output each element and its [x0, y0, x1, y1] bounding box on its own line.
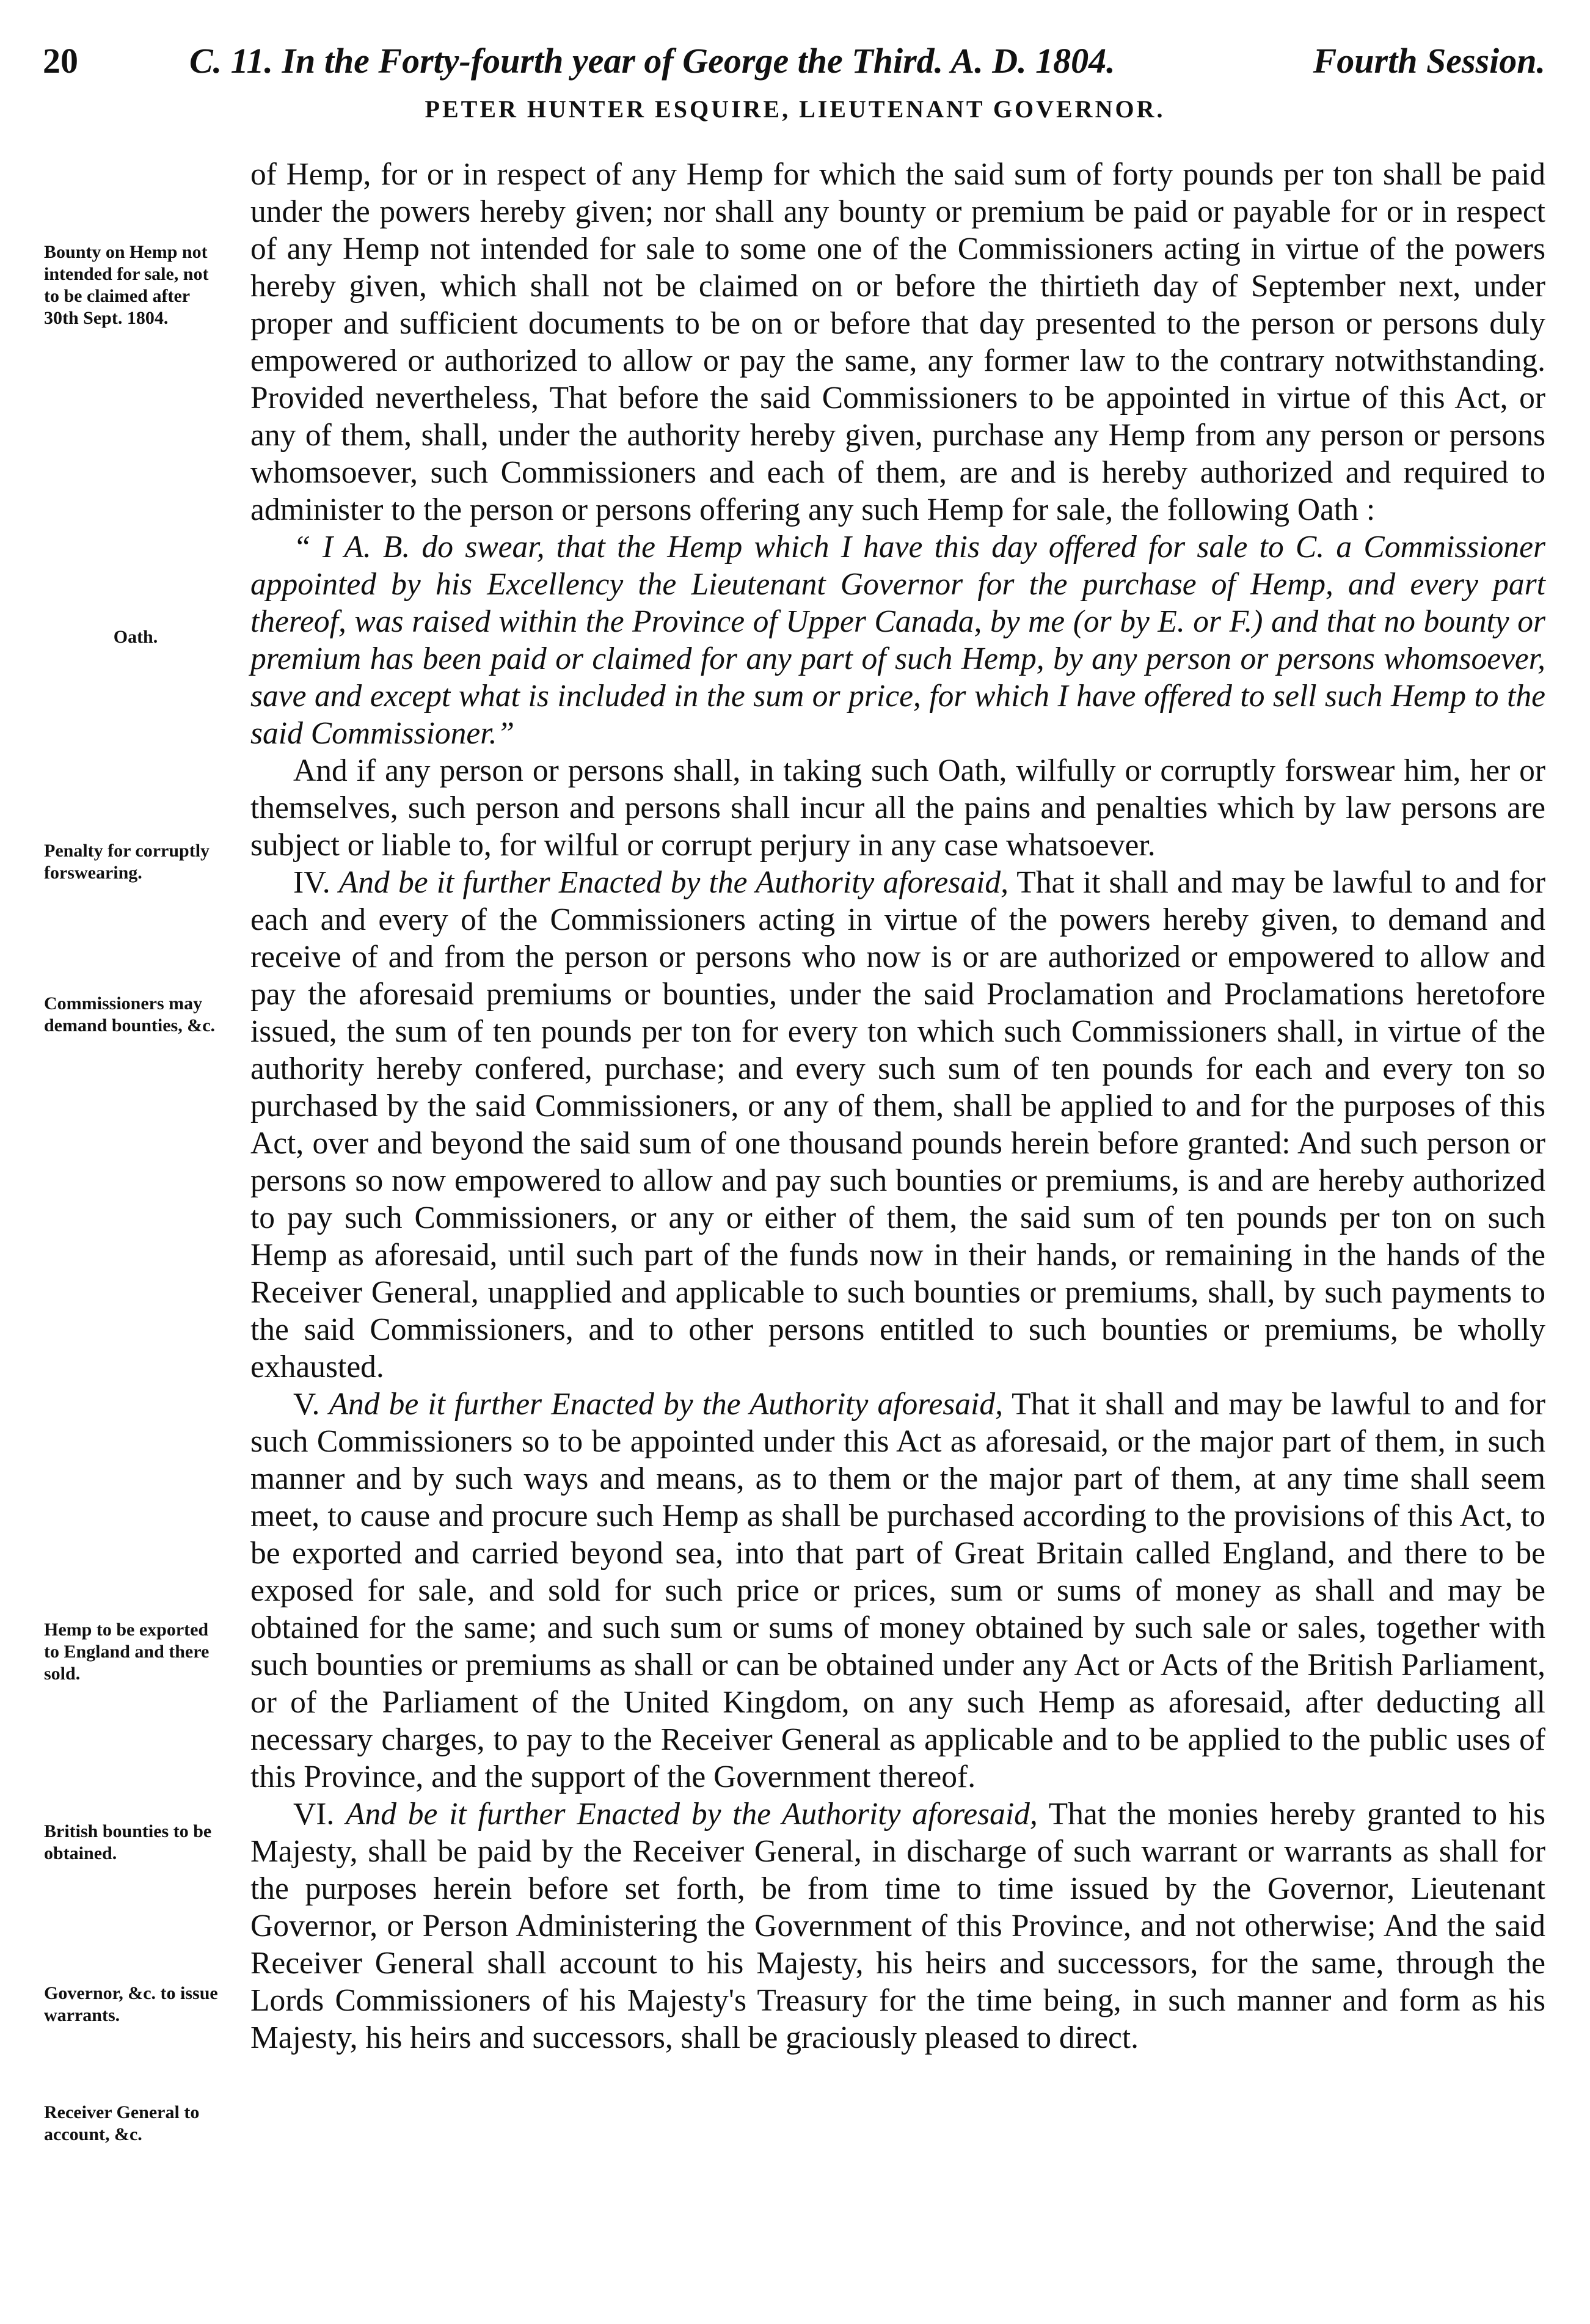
oath-text: “ I A. B. do swear, that the Hemp which I have this day offered for sale to C. a Commissioner appointed by his Excellency the Lieutenant Governor for the purchase of Hemp, and every part thereof, was raised within the Province of Upper Canada, by me (or by E. or F.) and that no bounty or premium has been paid or claimed for any part of such Hemp, by any person or persons whomsoever, save and except what is included in the sum or price, for which I have offered to sell such Hemp to the said Commissioner.”	[250, 530, 1545, 751]
chapter-heading: C. 11. In the Forty-fourth year of George the Third. A. D. 1804.	[189, 41, 1115, 81]
section-number: V.	[293, 1387, 320, 1422]
enacting-clause: And be it further Enacted by the Authority aforesaid,	[338, 865, 1008, 900]
section-text: That it shall and may be lawful to and for such Commissioners so to be appointed under this Act as aforesaid, or the major part of them, in such manner and by such ways and means, as to them or the major part of them, at any time shall seem meet, to cause and procure such Hemp as shall be purchased according to the provisions of this Act, to be exported and carried beyond sea, into that part of Great Britain called England, and there to be exposed for sale, and sold for such price or prices, sum or sums of money as shall and may be obtained for the same; and such sum or sums of money obtained by such sale or sales, together with such bounties or premiums as shall or can be obtained under any Act or Acts of the British Parliament, or of the Parliament of the United Kingdom, on any such Hemp as aforesaid, after deducting all necessary charges, to pay to the Receiver General as applicable and to be applied to the public uses of this Province, and the support of the Government thereof.	[250, 1387, 1545, 1794]
paragraph-hemp-bounty: of Hemp, for or in respect of any Hemp for which the said sum of forty pounds per ton shall be paid under the powers hereby given; nor shall any bounty or premium be paid or payable for or in respect of any Hemp not intended for sale to some one of the Commissioners acting in virtue of the powers hereby given, which shall not be claimed on or before the thirtieth day of September next, under proper and sufficient documents to be on or before that day presented to the person or persons duly empowered or authorized to allow or pay the same, any former law to the contrary notwithstanding. Provided nevertheless, That before the said Commissioners to be appointed in virtue of this Act, or any of them, shall, under the authority hereby given, purchase any Hemp from any person or persons whomsoever, such Commissioners and each of them, are and is hereby authorized and required to administer to the person or persons offering any such Hemp for sale, the following Oath :	[250, 157, 1545, 527]
margin-note-hemp-exported: Hemp to be exported to England and there sold.	[44, 1620, 210, 1684]
section-text: That it shall and may be lawful to and for each and every of the Commissioners acting in virtue of the powers hereby given, to demand and receive of and from the person or persons who now is or are authorized or empowered to allow and pay the aforesaid premiums or bounties, under the said Proclamation and Proclamations heretofore issued, the sum of ten pounds per ton for every ton which such Commissioners shall, in virtue of the authority hereby confered, purchase; and every such sum of ten pounds for each and every ton so purchased by the said Commissioners, or any of them, shall be applied to and for the purposes of this Act, over and beyond the said sum of one thousand pounds herein before granted: And such person or persons so now empowered to allow and pay such bounties or premiums, is and are hereby authorized to pay such Commissioners, or any or either of them, the said sum of ten pounds per ton on such Hemp as aforesaid, until such part of the funds now in their hands, or remaining in the hands of the Receiver General, unapplied and applicable to such bounties or premiums, shall, by such payments to the said Commissioners, and to other persons entitled to such bounties or premiums, be wholly exhausted.	[250, 865, 1545, 1384]
margin-note-penalty: Penalty for corruptly forswearing.	[44, 841, 210, 883]
margin-note-bounty: Bounty on Hemp not intended for sale, not to be claimed after 30th Sept. 1804.	[44, 242, 209, 328]
margin-note-british-bounties: British bounties to be obtained.	[44, 1821, 212, 1863]
paragraph-perjury: And if any person or persons shall, in taking such Oath, wilfully or corruptly forswear him, her or themselves, such person and persons shall incur all the pains and penalties which by law persons are subject or liable to, for wilful or corrupt perjury in any case whatsoever.	[250, 753, 1545, 863]
margin-note-oath: Oath.	[113, 627, 158, 647]
session-heading: Fourth Session.	[1313, 41, 1545, 81]
running-head	[43, 34, 1545, 89]
margin-note-governor: Governor, &c. to issue warrants.	[44, 1983, 218, 2025]
section-number: IV.	[293, 865, 330, 900]
margin-note-commissioners: Commissioners may demand bounties, &c.	[44, 993, 216, 1036]
body-text	[250, 156, 1545, 2056]
section-vi	[250, 1796, 1545, 2056]
section-iv	[250, 864, 1545, 1386]
section-text: That the monies hereby granted to his Majesty, shall be paid by the Receiver General, in discharge of such warrant or warrants as shall for the purposes herein before set forth, be from time to time issued by the Governor, Lieutenant Governor, or Person Administering the Government of this Province, and not otherwise; And the said Receiver General shall account to his Majesty, his heirs and successors, for the same, through the Lords Commissioners of his Majesty's Treasury for the time being, in such manner and form as his Majesty, his heirs and successors, shall be graciously pleased to direct.	[250, 1797, 1545, 2055]
section-v	[250, 1386, 1545, 1796]
margin-note-receiver: Receiver General to account, &c.	[44, 2102, 200, 2144]
subheading: PETER HUNTER ESQUIRE, LIEUTENANT GOVERNOR.	[425, 95, 1165, 123]
enacting-clause: And be it further Enacted by the Authority aforesaid,	[329, 1387, 1003, 1422]
section-number: VI.	[293, 1797, 335, 1832]
page-number: 20	[43, 41, 78, 81]
enacting-clause: And be it further Enacted by the Authority aforesaid,	[346, 1797, 1038, 1832]
